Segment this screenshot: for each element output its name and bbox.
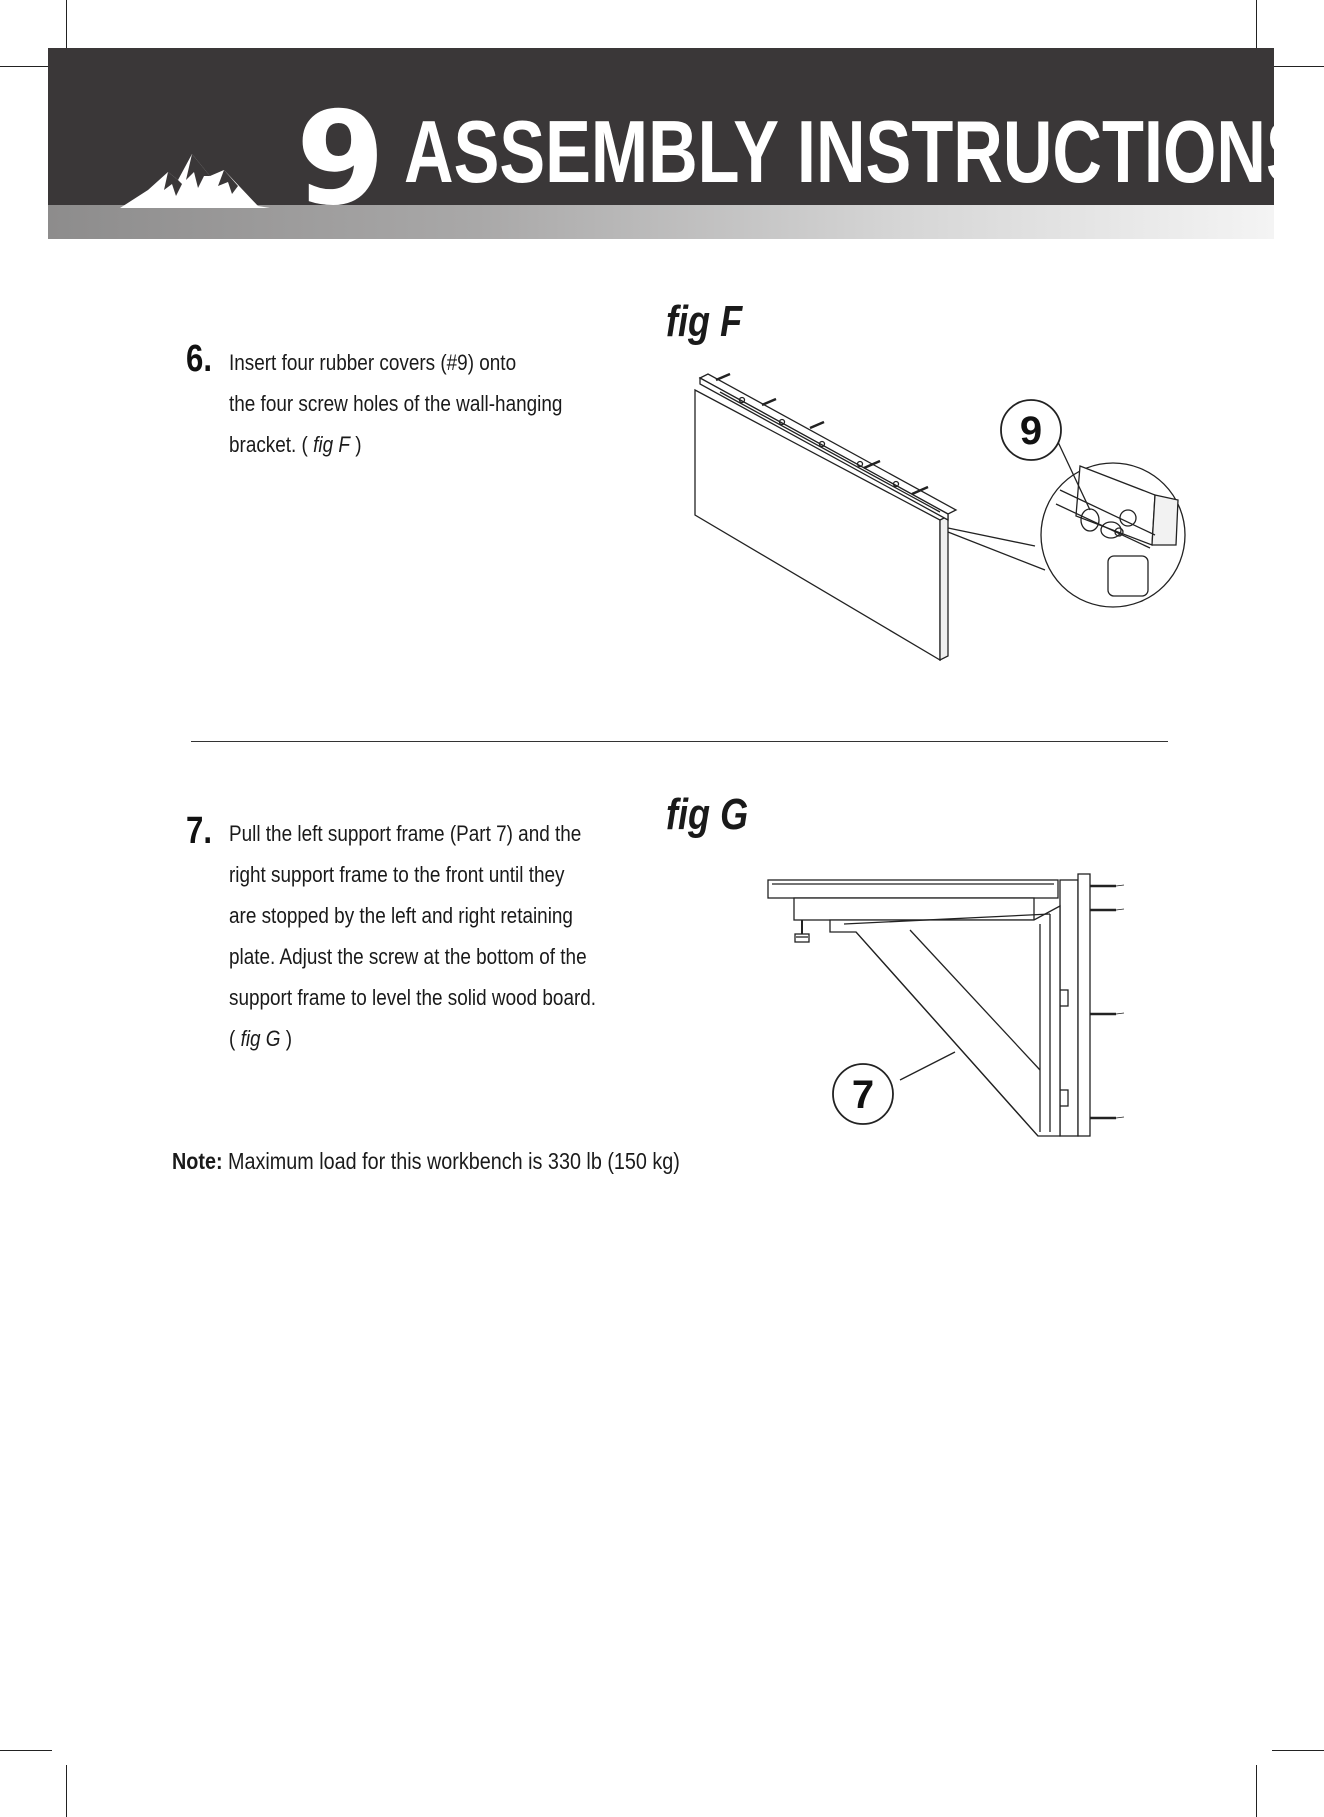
step-line-prefix: ( xyxy=(229,1026,236,1051)
callout-7 xyxy=(830,1061,896,1127)
wood-board xyxy=(768,880,1058,898)
step-line: plate. Adjust the screw at the bottom of the xyxy=(229,944,587,969)
step-line xyxy=(229,1018,596,1059)
step-instruction xyxy=(229,813,596,1059)
note-text: Maximum load for this workbench is 330 lb (150 kg) xyxy=(228,1148,680,1174)
screw xyxy=(1090,886,1116,1118)
step-instruction xyxy=(229,342,562,465)
note-label: Note: xyxy=(172,1148,223,1174)
step-line: are stopped by the left and right retaining xyxy=(229,903,573,928)
figure-g-illustration xyxy=(760,870,1140,1150)
step-line-suffix: ) xyxy=(285,1026,293,1051)
figure-reference: fig G xyxy=(240,1026,281,1051)
crop-mark xyxy=(0,1750,52,1751)
crop-mark xyxy=(66,1765,67,1817)
crop-mark xyxy=(1256,0,1257,52)
step-line: Insert four rubber covers (#9) onto xyxy=(229,350,517,375)
crop-mark xyxy=(66,0,67,52)
crop-mark xyxy=(0,66,52,67)
step-line-prefix: bracket. ( xyxy=(229,432,308,457)
section-number: 9 xyxy=(296,85,384,234)
screw xyxy=(810,422,824,428)
page-title: ASSEMBLY INSTRUCTIONS xyxy=(404,102,1312,201)
figure-label: fig F xyxy=(666,297,743,346)
crop-mark xyxy=(1256,1765,1257,1817)
step-line: right support frame to the front until they xyxy=(229,862,565,887)
callout-label: 7 xyxy=(851,1073,875,1117)
screw xyxy=(762,399,776,405)
callout-label: 9 xyxy=(1019,409,1043,453)
step-line: Pull the left support frame (Part 7) and the xyxy=(229,821,582,846)
figure-f-illustration xyxy=(650,370,1210,670)
step-number: 6. xyxy=(186,338,212,380)
step-line: support frame to level the solid wood board. xyxy=(229,985,597,1010)
step-line xyxy=(229,424,562,465)
board-panel xyxy=(695,390,940,660)
figure-label: fig G xyxy=(666,790,749,839)
mountain-logo-icon xyxy=(120,150,270,212)
step-line-suffix: ) xyxy=(355,432,362,457)
crop-mark xyxy=(1272,1750,1324,1751)
figure-reference: fig F xyxy=(313,432,350,457)
crop-mark xyxy=(1272,66,1324,67)
load-note xyxy=(172,1147,680,1175)
step-line: the four screw holes of the wall-hanging xyxy=(229,391,563,416)
step-number: 7. xyxy=(186,810,212,852)
screw xyxy=(716,374,730,380)
section-divider xyxy=(191,741,1168,742)
callout-9 xyxy=(998,397,1064,463)
